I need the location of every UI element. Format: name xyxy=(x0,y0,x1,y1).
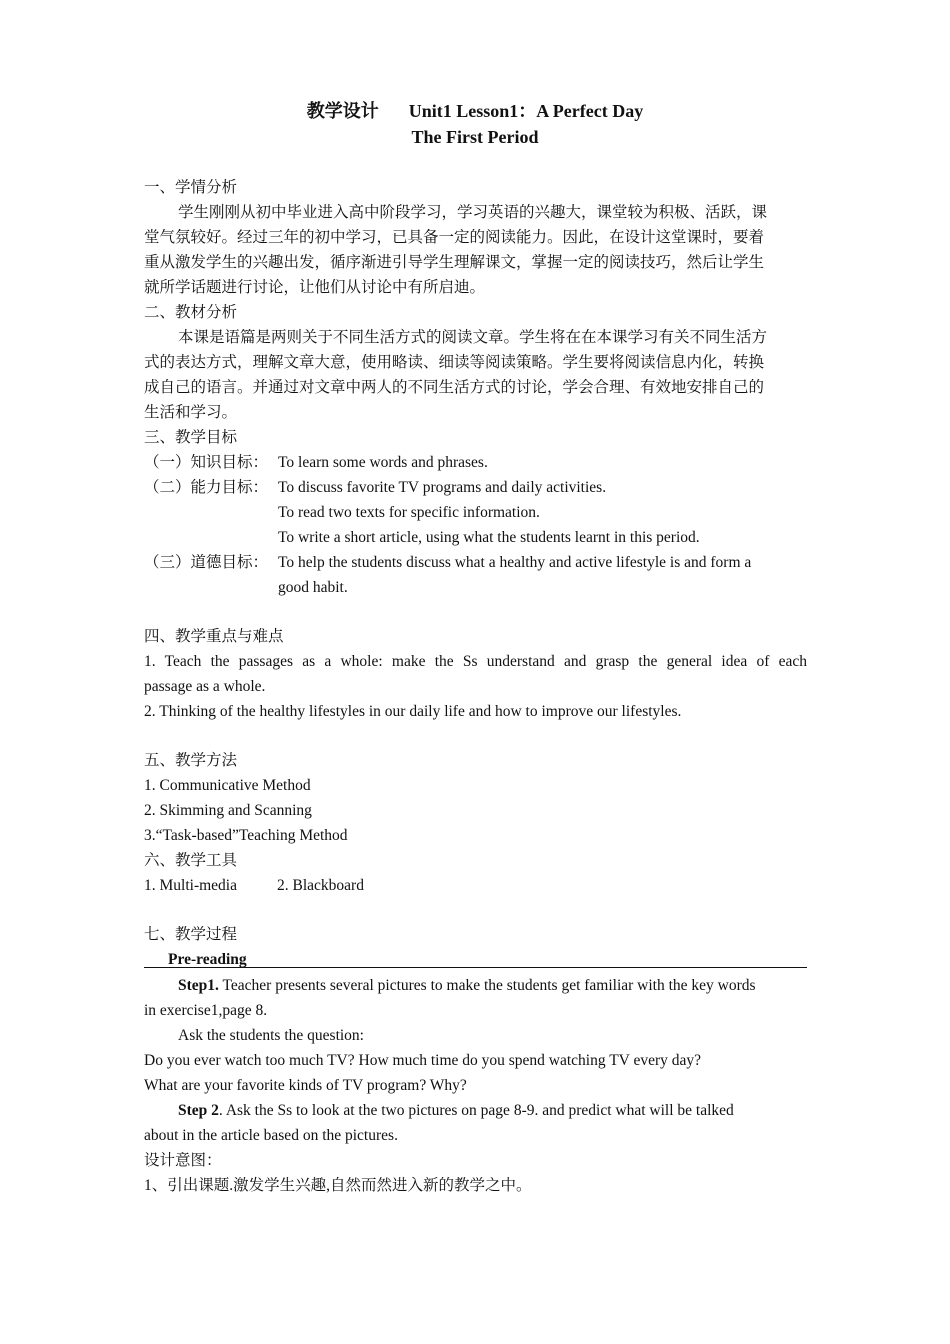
goal-moral-text-2: good habit. xyxy=(278,579,348,596)
section2-line-3: 成自己的语言。并通过对文章中两人的不同生活方式的讨论，学会合理、有效地安排自己的 xyxy=(144,379,765,396)
step2-text: . Ask the Ss to look at the two pictures on page 8-9. and predict what will be talked xyxy=(218,1102,734,1119)
section2-line-1: 本课是语篇是两则关于不同生活方式的阅读文章。学生将在在本课学习有关不同生活方 xyxy=(178,329,768,346)
goal-ability-label: （二）能力目标： xyxy=(144,479,269,496)
section7-heading: 七、教学过程 xyxy=(144,926,238,943)
document-title xyxy=(0,100,950,122)
title-part1: 教学设计 xyxy=(306,101,379,121)
section1-line-1: 学生刚刚从初中毕业进入高中阶段学习，学习英语的兴趣大，课堂较为积极、活跃，课 xyxy=(178,204,768,221)
goal-ability-text-1: To discuss favorite TV programs and daily activities. xyxy=(278,479,607,496)
section6-heading: 六、教学工具 xyxy=(144,852,238,869)
intent-heading: 设计意图： xyxy=(144,1152,222,1169)
section2-line-4: 生活和学习。 xyxy=(144,404,238,421)
section4-line-1: 1. Teach the passages as a whole: make the Ss understand and grasp the general idea of each xyxy=(144,653,807,670)
section4-line-3: 2. Thinking of the healthy lifestyles in our daily life and how to improve our lifestyles. xyxy=(144,703,682,720)
goal-moral-text-1: To help the students discuss what a healthy and active lifestyle is and form a xyxy=(278,554,752,571)
prereading-header xyxy=(144,950,807,970)
section1-line-2: 堂气氛较好。经过三年的初中学习，已具备一定的阅读能力。因此，在设计这堂课时，要着 xyxy=(144,229,765,246)
goal-ability-text-3: To write a short article, using what the students learnt in this period. xyxy=(278,529,700,546)
method-item-2: 2. Skimming and Scanning xyxy=(144,802,312,819)
prereading-label: Pre-reading xyxy=(168,951,247,968)
section4-heading: 四、教学重点与难点 xyxy=(144,628,284,645)
step1-line xyxy=(178,976,756,996)
goal-ability-text-2: To read two texts for specific information. xyxy=(278,504,540,521)
method-item-3: 3.“Task-based”Teaching Method xyxy=(144,827,348,844)
section5-heading: 五、教学方法 xyxy=(144,752,238,769)
title-part2: Unit1 Lesson1：A Perfect Day xyxy=(408,101,644,121)
document-subtitle: The First Period xyxy=(411,127,539,147)
section1-line-4: 就所学话题进行讨论，让他们从讨论中有所启迪。 xyxy=(144,279,486,296)
section2-heading: 二、教材分析 xyxy=(144,304,238,321)
step1-label: Step1. xyxy=(178,977,219,994)
tool-item-1: 1. Multi-media xyxy=(144,877,237,894)
section1-heading: 一、学情分析 xyxy=(144,179,238,196)
step2-label: Step 2 xyxy=(178,1102,219,1119)
ask-line: Ask the students the question: xyxy=(178,1027,364,1044)
step1-text: Teacher presents several pictures to make the students get familiar with the key words xyxy=(218,977,756,994)
tools-line xyxy=(144,876,364,896)
goal-moral-label: （三）道德目标： xyxy=(144,554,269,571)
method-item-1: 1. Communicative Method xyxy=(144,777,311,794)
step2-cont: about in the article based on the pictures. xyxy=(144,1127,398,1144)
section3-heading: 三、教学目标 xyxy=(144,429,238,446)
question-1: Do you ever watch too much TV? How much time do you spend watching TV every day? xyxy=(144,1052,702,1069)
intent-item-1: 1、引出课题.激发学生兴趣,自然而然进入新的教学之中。 xyxy=(144,1177,532,1194)
section1-line-3: 重从激发学生的兴趣出发，循序渐进引导学生理解课文，掌握一定的阅读技巧，然后让学生 xyxy=(144,254,765,271)
step2-line xyxy=(178,1101,734,1121)
tool-item-2: 2. Blackboard xyxy=(277,877,364,894)
question-2: What are your favorite kinds of TV program? Why? xyxy=(144,1077,467,1094)
section2-line-2: 式的表达方式，理解文章大意，使用略读、细读等阅读策略。学生要将阅读信息内化，转换 xyxy=(144,354,765,371)
step1-cont: in exercise1,page 8. xyxy=(144,1002,268,1019)
goal-knowledge-text: To learn some words and phrases. xyxy=(278,454,488,471)
section4-line-2: passage as a whole. xyxy=(144,678,266,695)
goal-knowledge-label: （一）知识目标： xyxy=(144,454,269,471)
